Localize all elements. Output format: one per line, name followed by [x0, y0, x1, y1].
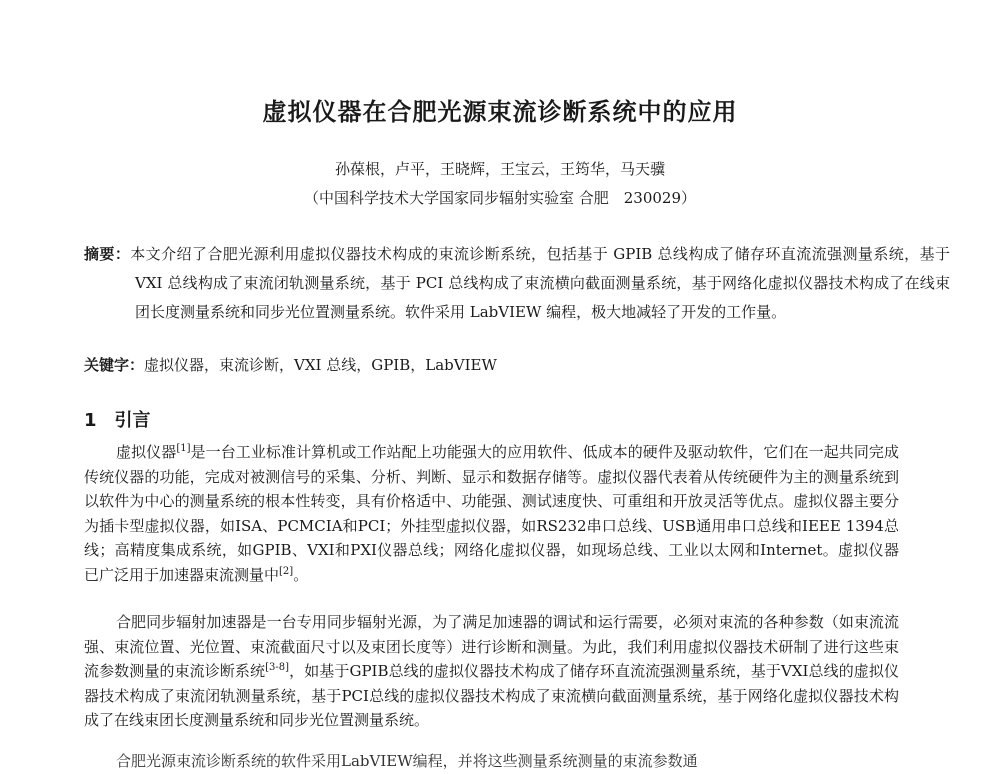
paragraph-text: 是一台工业标准计算机或工作站配上功能强大的应用软件、低成本的硬件及驱动软件，它们在一起共同完成传统仪器的功能，完成对被测信号的采集、分析、判断、显示和数据存储等。虚拟仪器代表着从传统硬件为主的测量系统到以软件为中心的测量系统的根本性转变，具有价格适中、功能强、测试速度快、可重组和开放灵活等优点。虚拟仪器主要分为插卡型虚拟仪器，如ISA、PCMCIA和PCI；外挂型虚拟仪器，如RS232串口总线、USB通用串口总线和IEEE 1394总线；高精度集成系统，如GPIB、VXI和PXI仪器总线；网络化虚拟仪器，如现场总线、工业以太网和Internet。虚拟仪器已广泛用于加速器束流测量中 — [84, 443, 899, 584]
citation: [3-8] — [265, 662, 290, 673]
section-title: 引言 — [114, 410, 151, 431]
body-paragraph-partial: 合肥光源束流诊断系统的软件采用LabVIEW编程，并将这些测量系统测量的束流参数通 — [116, 752, 698, 770]
keywords — [84, 352, 899, 378]
keywords-label: 关键字： — [84, 356, 145, 374]
citation: [1] — [176, 443, 191, 454]
author-list: 孙葆根，卢平，王晓辉，王宝云，王筠华，马天骥 — [334, 160, 665, 178]
paragraph-text: 。 — [293, 565, 309, 584]
abstract-text: 本文介绍了合肥光源利用虚拟仪器技术构成的束流诊断系统，包括基于 GPIB 总线构成了储存环直流流强测量系统，基于 VXI 总线构成了束流闭轨测量系统，基于 PCI 总线构成了束流横向截面测量系统，基于网络化虚拟仪器技术构成了在线束团长度测量系统和同步光位置测量系统。软件采用 LabVIEW 编程，极大地减轻了开发的工作量。 — [130, 245, 950, 321]
keywords-text: 虚拟仪器，束流诊断，VXI 总线，GPIB，LabVIEW — [144, 356, 497, 374]
cutoff-paragraph — [84, 749, 899, 770]
abstract — [84, 240, 950, 327]
paper-title: 虚拟仪器在合肥光源束流诊断系统中的应用 — [262, 98, 738, 126]
paragraph-text: 合肥同步辐射加速器是一台专用同步辐射光源，为了满足加速器的调试和运行需要，必须对束流的各种参数（如束流流强、束流位置、光位置、束流截面尺寸以及束团长度等）进行诊断和测量。为此，我们利用虚拟仪器技术研制了进行这些束流参数测量的束流诊断系统 — [84, 613, 899, 680]
section-heading — [84, 406, 151, 432]
body-paragraph — [84, 610, 899, 733]
paragraph-text: ，如基于GPIB总线的虚拟仪器技术构成了储存环直流流强测量系统，基于VXI总线的虚拟仪器技术构成了束流闭轨测量系统，基于PCI总线的虚拟仪器技术构成了束流横向截面测量系统，基于网络化虚拟仪器技术构成了在线束团长度测量系统和同步光位置测量系统。 — [84, 662, 899, 729]
section-number: 1 — [84, 410, 97, 431]
affiliation: （中国科学技术大学国家同步辐射实验室 合肥 230029） — [303, 189, 697, 207]
body-paragraph — [84, 440, 899, 587]
citation: [2] — [279, 565, 294, 577]
abstract-label: 摘要： — [84, 245, 131, 263]
paragraph-text: 虚拟仪器 — [116, 443, 177, 461]
